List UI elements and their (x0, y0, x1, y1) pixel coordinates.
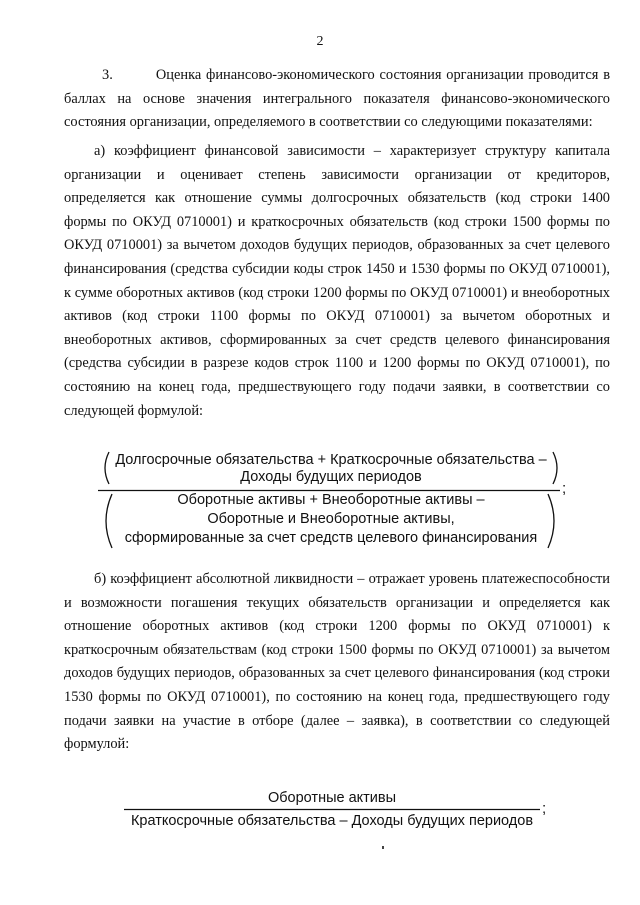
formula2-terminator: ; (542, 800, 547, 817)
formula1-denominator-line3: сформированные за счет средств целевого финансирования (124, 530, 538, 546)
scan-speck (382, 846, 384, 849)
section-3-number: 3. (102, 67, 113, 83)
page-number: 2 (316, 34, 324, 49)
section-3-text: Оценка финансово-экономического состояния организации проводится в баллах на основе значения интегрального показателя финансово-экономического состояния организации, определяемого в соответствии со следующими показателями: (64, 67, 610, 131)
item-a-paragraph: а) коэффициент финансовой зависимости – характеризует структуру капитала организации и оценивает степень зависимости организации от кредиторов, определяется как отношение суммы долгосрочных обязательств (код строки 1400 формы по ОКУД 0710001) и краткосрочных обязательств (код строки 1500 формы по ОКУД 0710001) за вычетом доходов будущих периодов, образованных за счет целевого финансирования (средства субсидии коды строк 1450 и 1530 формы по ОКУД 0710001), к сумме оборотных активов (код строки 1200 формы по ОКУД 0710001) и внеоборотных активов (код строки 1100 формы по ОКУД 0710001) за вычетом оборотных и внеоборотных активов, сформированных за счет средств целевого финансирования (средства субсидии в разрезе кодов строк 1100 и 1200 формы по ОКУД 0710001), по состоянию на конец года, предшествующего году подачи заявки, в соответствии со следующей формулой: (64, 143, 610, 419)
financial-dependence-formula (98, 448, 568, 548)
formula2-numerator: Оборотные активы (267, 790, 397, 806)
formula1-numerator-line2: Доходы будущих периодов (240, 469, 422, 485)
formula1-numerator-line1: Долгосрочные обязательства + Краткосрочные обязательства – (115, 452, 547, 468)
formula1-numerator (98, 448, 564, 488)
absolute-liquidity-formula (124, 786, 564, 830)
formula1-denominator-line2: Оборотные и Внеоборотные активы, (207, 511, 455, 527)
item-b-paragraph: б) коэффициент абсолютной ликвидности – отражает уровень платежеспособности и возможности погашения текущих обязательств организации и определяется как отношение оборотных активов (код строки 1200 формы по ОКУД 0710001) к краткосрочным обязательствам (код строки 1500 формы по ОКУД 0710001) за вычетом доходов будущих периодов, образованных за счет целевого финансирования (код строки 1530 формы по ОКУД 0710001), по состоянию на конец года, предшествующего году подачи заявки на участие в отборе (далее – заявка), в соответствии со следующей формулой: (64, 571, 610, 753)
formula1-denominator (98, 492, 564, 550)
section-3-paragraph (64, 64, 610, 135)
formula2-denominator: Краткосрочные обязательства – Доходы будущих периодов (130, 813, 534, 829)
formula1-denominator-line1: Оборотные активы + Внеоборотные активы – (177, 492, 485, 508)
formula1-terminator: ; (562, 480, 567, 497)
